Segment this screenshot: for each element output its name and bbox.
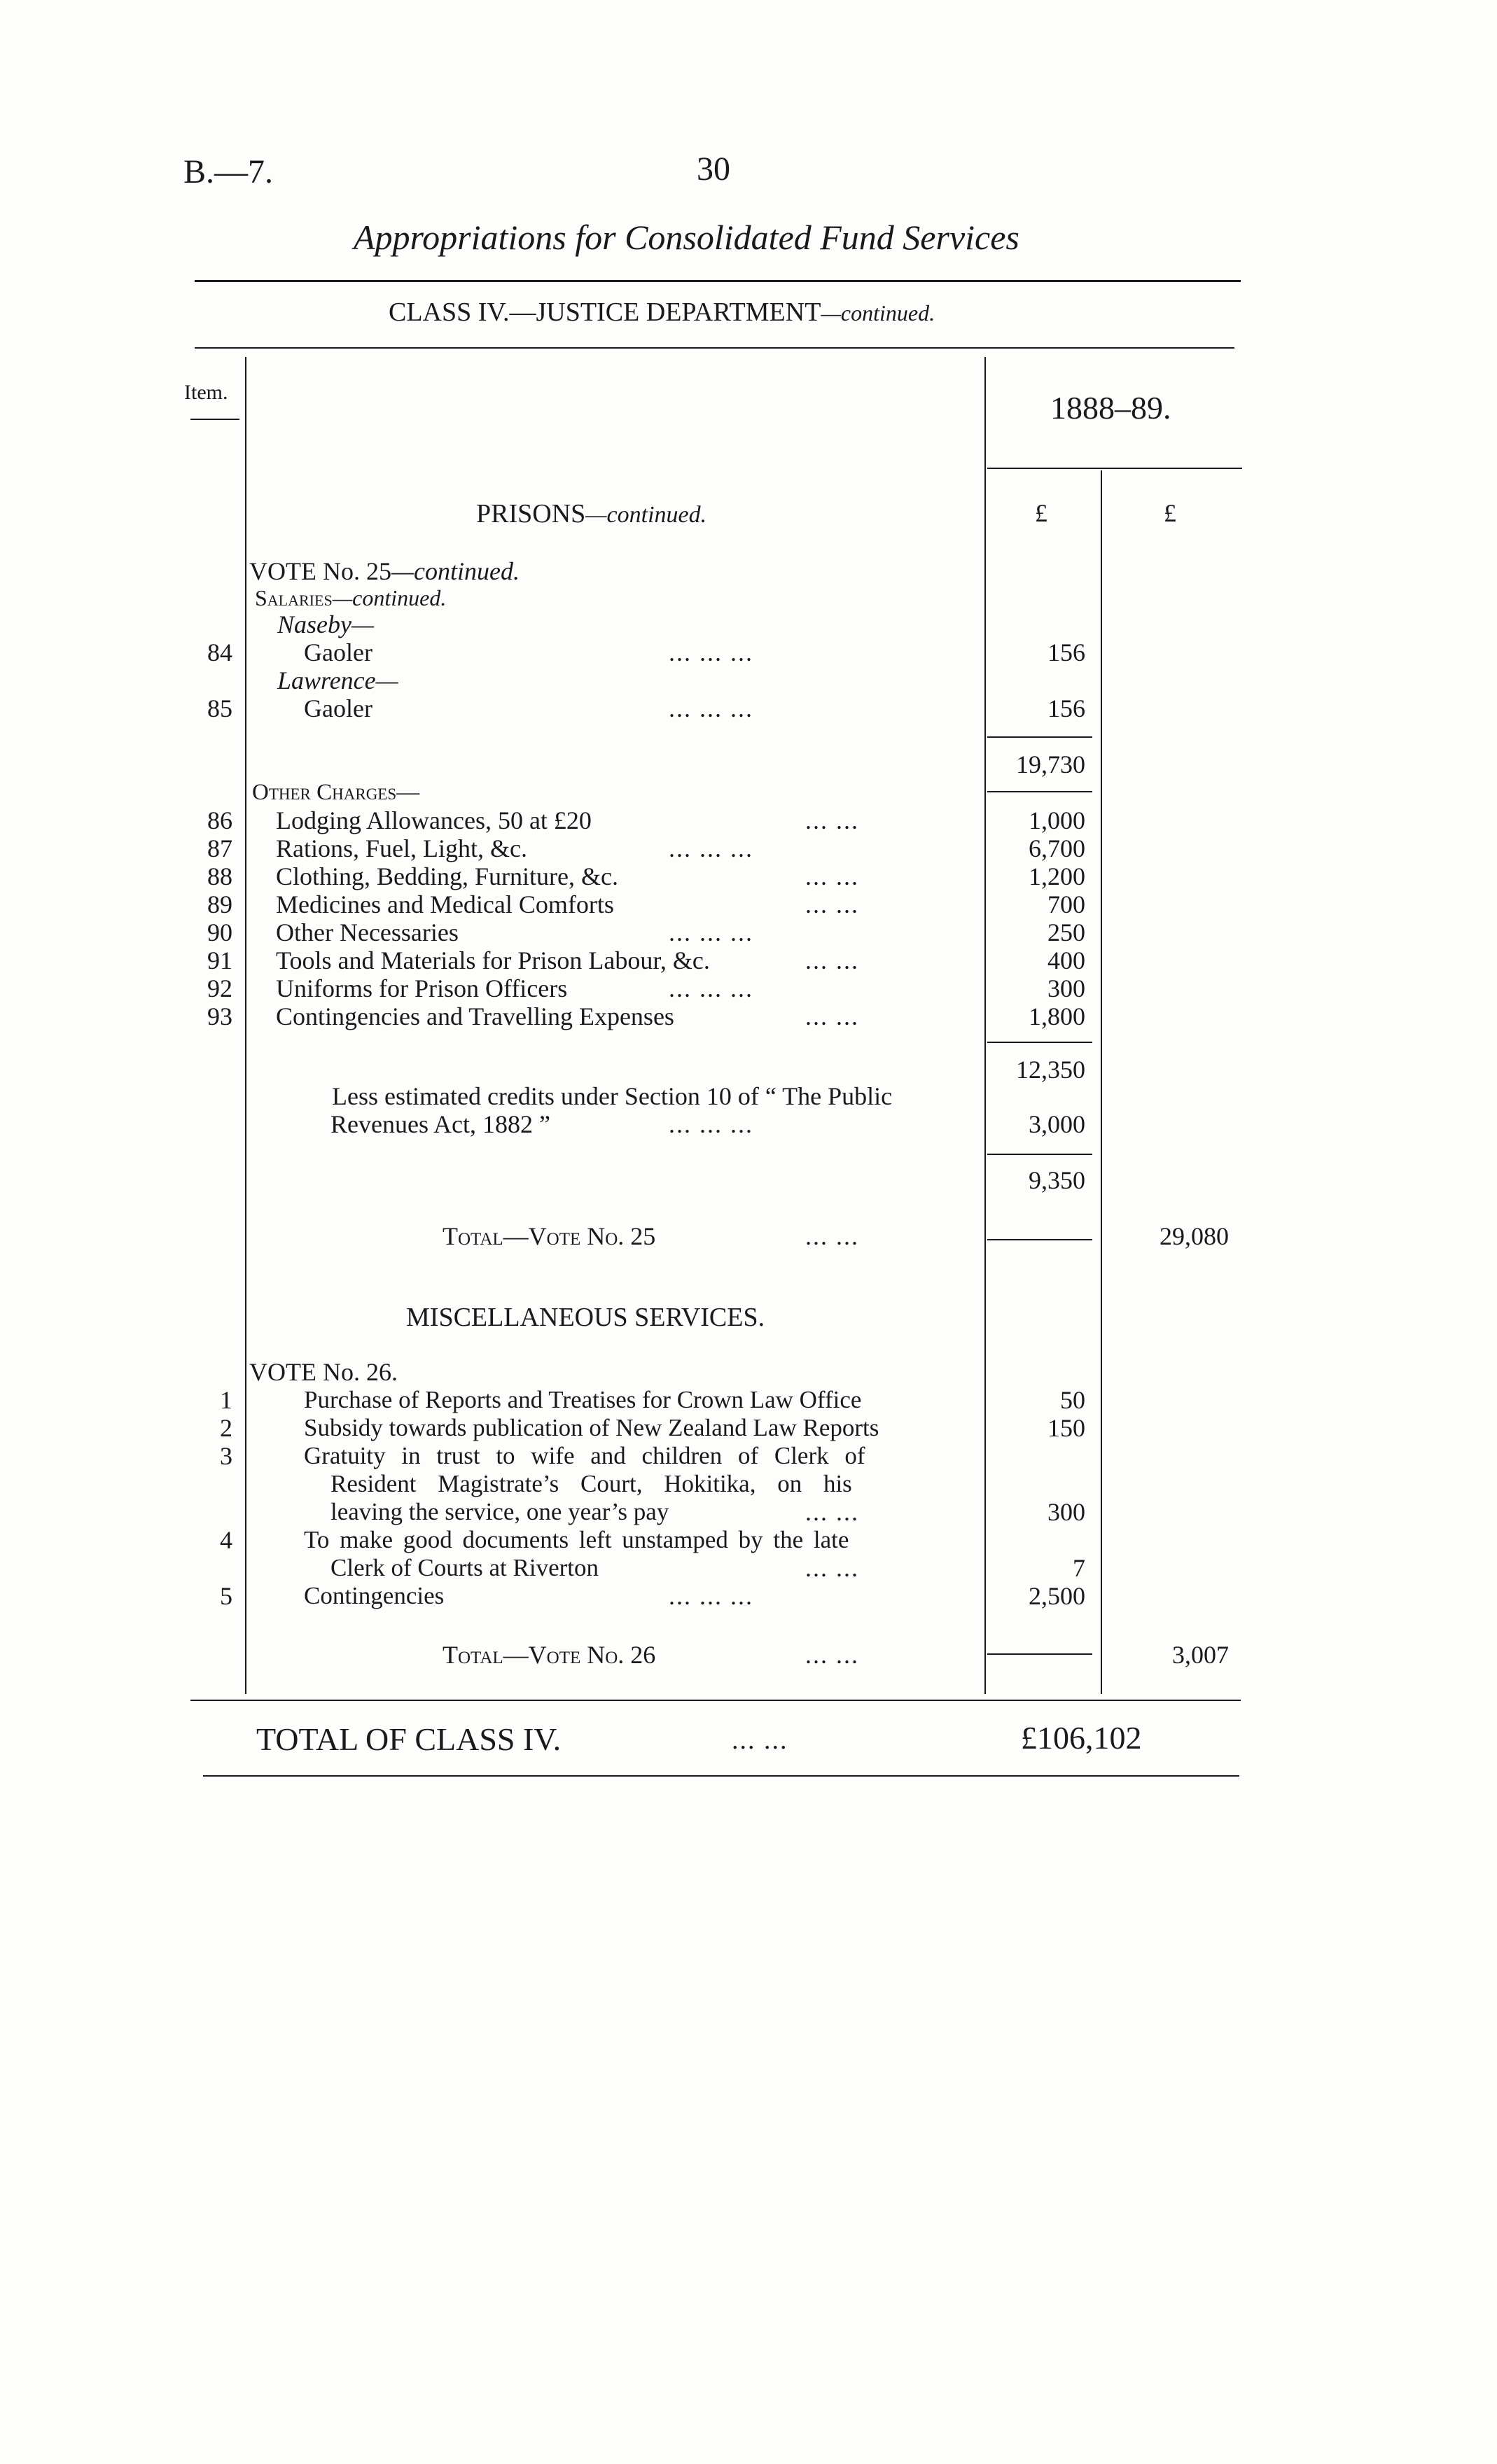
charge-label: Tools and Materials for Prison Labour, &c.	[276, 946, 710, 974]
vote-25-main: VOTE No. 25	[249, 557, 391, 585]
item-number: 4	[220, 1526, 232, 1554]
salaries-heading	[255, 584, 446, 612]
vote-26-total: 3,007	[1172, 1641, 1229, 1669]
item-number: 87	[207, 834, 232, 862]
item-number-85: 85	[207, 694, 232, 722]
other-charges-heading: Other Charges—	[252, 780, 420, 805]
charge-amount: 6,700	[1029, 834, 1085, 862]
misc-item-label: Subsidy towards publication of New Zealand Law Reports	[304, 1414, 879, 1441]
charge-dots: ... ...	[805, 862, 859, 890]
rule-vote-26-dash	[987, 1653, 1092, 1655]
page-number: 30	[697, 150, 730, 188]
charge-dots: ... ...	[805, 890, 859, 918]
rule-grand-top	[190, 1700, 1241, 1701]
charge-dots: ... ...	[805, 1002, 859, 1030]
net-amount: 9,350	[1029, 1166, 1085, 1194]
dots-85: ... ... ...	[669, 694, 753, 722]
place-naseby: Naseby—	[277, 610, 374, 638]
less-credits-amount: 3,000	[1029, 1110, 1085, 1138]
column-header-pound-2: £	[1164, 499, 1176, 527]
rule-salaries-sum-bottom	[987, 791, 1092, 792]
vote-25-heading	[249, 557, 520, 585]
salaries-main: Salaries	[255, 585, 333, 610]
charge-label: Contingencies and Travelling Expenses	[276, 1002, 674, 1030]
charge-label: Medicines and Medical Comforts	[276, 890, 614, 918]
misc-item-dots: ... ...	[805, 1554, 859, 1582]
prisons-heading-main: PRISONS	[476, 499, 586, 528]
place-lawrence: Lawrence—	[277, 666, 398, 694]
vote-25-total-dots: ... ...	[805, 1222, 859, 1250]
misc-item-amount: 150	[1047, 1414, 1085, 1442]
charge-amount: 400	[1047, 946, 1085, 974]
misc-item-dots: ... ... ...	[669, 1582, 753, 1610]
item-number: 2	[220, 1414, 232, 1442]
misc-item-amount: 300	[1047, 1498, 1085, 1526]
grand-total-value: £106,102	[1021, 1720, 1142, 1756]
dots-84: ... ... ...	[669, 638, 753, 666]
item-number: 5	[220, 1582, 232, 1610]
item-number: 1	[220, 1386, 232, 1414]
gaoler-lawrence-label: Gaoler	[304, 694, 372, 722]
rule-grand-bottom	[203, 1775, 1239, 1777]
rule-table-top	[195, 347, 1234, 349]
misc-item-dots: ... ...	[805, 1498, 859, 1526]
misc-item-label-cont: Clerk of Courts at Riverton	[330, 1554, 599, 1581]
charge-amount: 1,200	[1029, 862, 1085, 890]
rule-net-sum	[987, 1154, 1092, 1155]
misc-item-label-cont: leaving the service, one year’s pay	[330, 1498, 669, 1525]
misc-item-label: Purchase of Reports and Treatises for Crown Law Office	[304, 1386, 862, 1413]
charge-dots: ... ... ...	[669, 834, 753, 862]
charge-label: Clothing, Bedding, Furniture, &c.	[276, 862, 618, 890]
grand-total-dots: ... ...	[732, 1726, 788, 1755]
charge-label: Lodging Allowances, 50 at £20	[276, 806, 592, 834]
amount-84: 156	[1047, 638, 1085, 666]
rule-item-head	[190, 419, 239, 420]
item-number: 3	[220, 1442, 232, 1470]
misc-item-label-cont: Resident Magistrate’s Court, Hokitika, on his	[330, 1470, 852, 1497]
vote-26-total-dots: ... ...	[805, 1641, 859, 1669]
column-header-item: Item.	[184, 381, 228, 404]
item-number: 93	[207, 1002, 232, 1030]
rule-other-sum	[987, 1042, 1092, 1043]
rule-pound-col	[1101, 470, 1102, 1694]
charge-amount: 300	[1047, 974, 1085, 1002]
misc-item-amount: 7	[1073, 1554, 1085, 1582]
misc-item-label: Contingencies	[304, 1582, 445, 1609]
column-header-year: 1888–89.	[1050, 390, 1171, 426]
document-ref: B.—7.	[183, 153, 274, 190]
item-number: 92	[207, 974, 232, 1002]
misc-item-label: Gratuity in trust to wife and children of Clerk of	[304, 1442, 865, 1469]
charge-label: Rations, Fuel, Light, &c.	[276, 834, 527, 862]
charge-dots: ... ... ...	[669, 918, 753, 946]
charge-amount: 1,000	[1029, 806, 1085, 834]
page-title: Appropriations for Consolidated Fund Services	[354, 218, 1019, 257]
other-charges-total: 12,350	[1016, 1056, 1085, 1084]
amount-85: 156	[1047, 694, 1085, 722]
rule-vote-25-dash	[987, 1239, 1092, 1240]
misc-item-amount: 50	[1060, 1386, 1085, 1414]
misc-heading: MISCELLANEOUS SERVICES.	[406, 1303, 765, 1332]
charge-amount: 1,800	[1029, 1002, 1085, 1030]
charge-label: Other Necessaries	[276, 918, 459, 946]
vote-26-heading: VOTE No. 26.	[249, 1358, 398, 1386]
rule-year-head	[987, 468, 1242, 469]
less-credits-line-2: Revenues Act, 1882 ”	[330, 1110, 550, 1138]
class-title-main: CLASS IV.—JUSTICE DEPARTMENT	[389, 298, 821, 327]
item-number: 86	[207, 806, 232, 834]
item-number: 89	[207, 890, 232, 918]
rule-top	[195, 280, 1241, 282]
item-number-84: 84	[207, 638, 232, 666]
less-credits-dots: ... ... ...	[669, 1110, 753, 1138]
vote-25-total-label: Total—Vote No. 25	[443, 1222, 656, 1250]
item-number: 91	[207, 946, 232, 974]
charge-label: Uniforms for Prison Officers	[276, 974, 568, 1002]
misc-item-label: To make good documents left unstamped by the late	[304, 1526, 849, 1553]
vote-26-total-label: Total—Vote No. 26	[443, 1641, 656, 1669]
rule-item-col	[245, 357, 246, 1694]
prisons-heading	[476, 498, 706, 529]
charge-dots: ... ... ...	[669, 974, 753, 1002]
column-header-pound-1: £	[1035, 499, 1047, 527]
class-title	[389, 297, 935, 328]
item-number: 90	[207, 918, 232, 946]
charge-dots: ... ...	[805, 946, 859, 974]
rule-salaries-sum	[987, 736, 1092, 738]
grand-total-label: TOTAL OF CLASS IV.	[256, 1721, 562, 1757]
less-credits-line-1: Less estimated credits under Section 10 of “ The Public	[332, 1082, 893, 1110]
salaries-total: 19,730	[1016, 750, 1085, 778]
gaoler-naseby-label: Gaoler	[304, 638, 372, 666]
vote-25-cont: —continued.	[391, 557, 520, 585]
salaries-cont: —continued.	[332, 585, 447, 610]
item-number: 88	[207, 862, 232, 890]
charge-amount: 250	[1047, 918, 1085, 946]
misc-item-amount: 2,500	[1029, 1582, 1085, 1610]
vote-25-total: 29,080	[1160, 1222, 1229, 1250]
charge-dots: ... ...	[805, 806, 859, 834]
prisons-heading-cont: —continued.	[585, 502, 707, 528]
class-title-cont: —continued.	[821, 300, 935, 326]
charge-amount: 700	[1047, 890, 1085, 918]
